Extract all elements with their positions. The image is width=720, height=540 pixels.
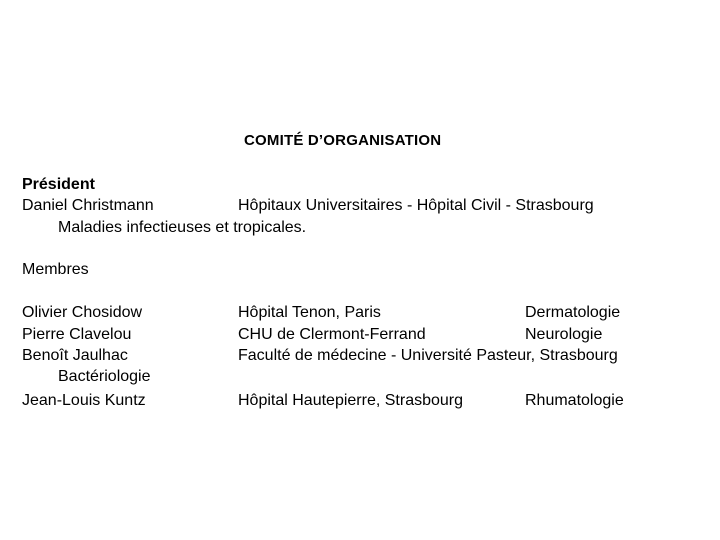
members-heading: Membres (22, 261, 89, 278)
member-specialty: Rhumatologie (525, 392, 624, 409)
member-specialty: Neurologie (525, 326, 603, 343)
page-title: COMITÉ D’ORGANISATION (244, 132, 442, 149)
member-specialty: Bactériologie (58, 368, 151, 385)
member-institution: Faculté de médecine - Université Pasteur, Strasbourg (238, 347, 618, 364)
member-specialty: Dermatologie (525, 304, 621, 321)
president-heading: Président (22, 176, 95, 193)
president-specialty: Maladies infectieuses et tropicales. (58, 219, 307, 236)
member-institution: Hôpital Tenon, Paris (238, 304, 381, 321)
member-name: Jean-Louis Kuntz (22, 392, 146, 409)
member-name: Benoît Jaulhac (22, 347, 128, 364)
member-institution: CHU de Clermont-Ferrand (238, 326, 426, 343)
president-institution: Hôpitaux Universitaires - Hôpital Civil - Strasbourg (238, 197, 594, 214)
member-name: Olivier Chosidow (22, 304, 143, 321)
member-name: Pierre Clavelou (22, 326, 132, 343)
member-institution: Hôpital Hautepierre, Strasbourg (238, 392, 464, 409)
president-name: Daniel Christmann (22, 197, 154, 214)
